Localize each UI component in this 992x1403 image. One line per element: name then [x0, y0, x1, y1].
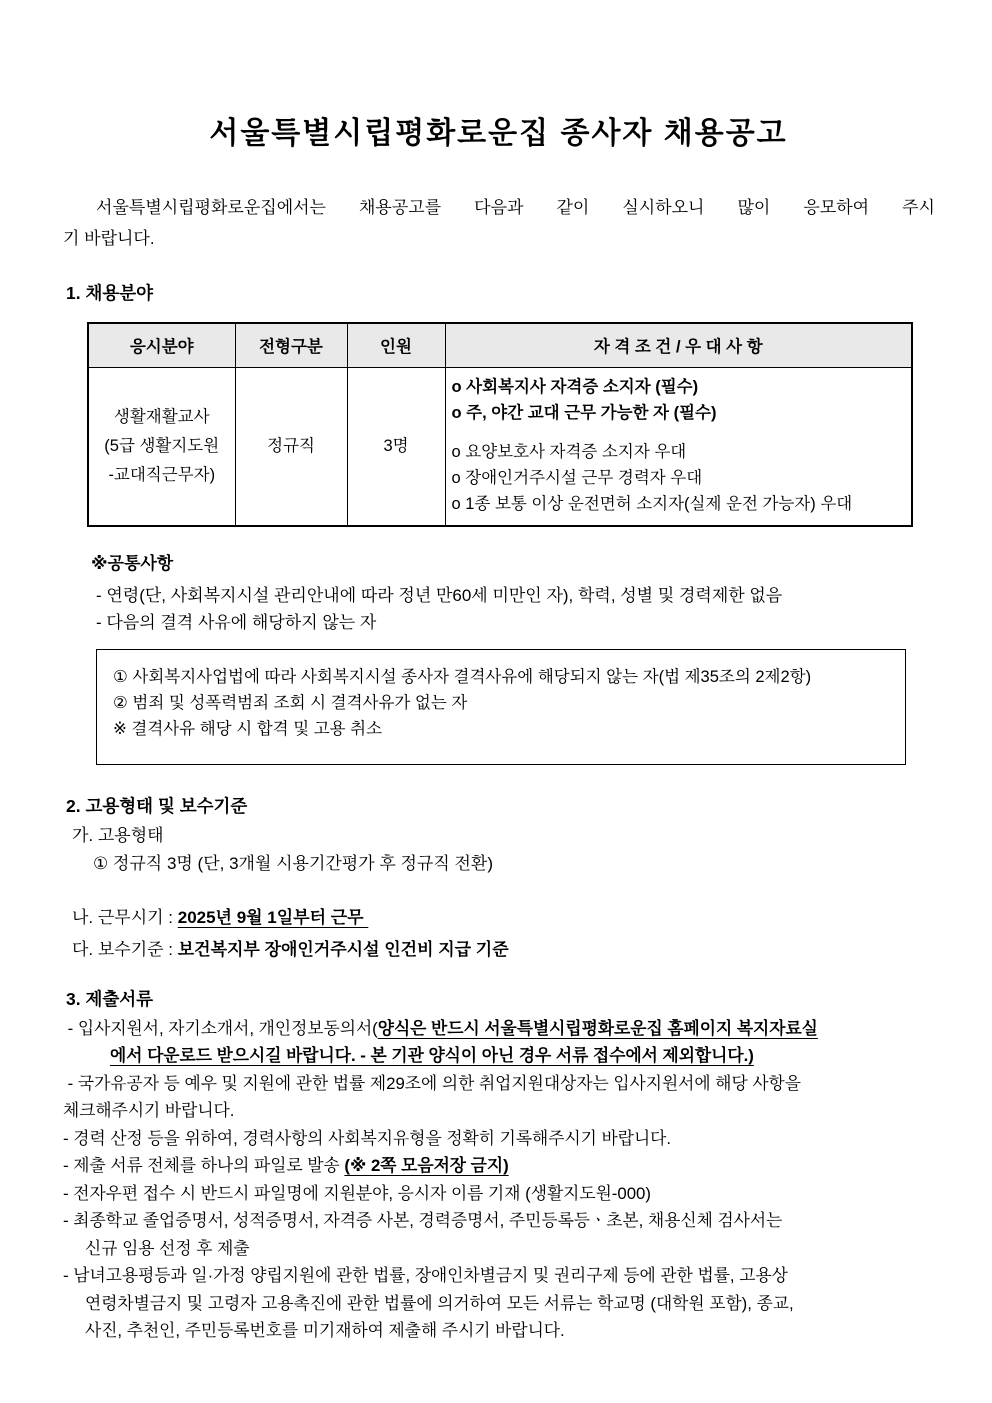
submission-item	[63, 1015, 934, 1043]
field-line: (5급 생활지도원	[104, 436, 220, 455]
qualifications-cell	[445, 367, 912, 526]
common-requirements-heading: ※공통사항	[91, 553, 174, 573]
submission-item-emphasis: 에서 다운로드 받으시길 바랍니다. - 본 기관 양식이 아닌 경우 서류 접수에서 제외합니다.)	[110, 1046, 754, 1065]
section-1-heading: 1. 채용분야	[66, 283, 154, 303]
intro-paragraph	[63, 192, 935, 254]
work-start-label: 나. 근무시기 :	[72, 907, 178, 927]
table-row	[88, 367, 912, 526]
pay-standard-label: 다. 보수기준 :	[72, 939, 178, 959]
submission-item-text: - 입사지원서, 자기소개서, 개인정보동의서(	[63, 1018, 378, 1038]
submission-item-text: - 제출 서류 전체를 하나의 파일로 발송	[63, 1156, 345, 1175]
recruitment-table	[87, 322, 913, 527]
submission-item: - 남녀고용평등과 일·가정 양립지원에 관한 법률, 장애인차별금지 및 권리구제 등에 관한 법률, 고용상	[63, 1266, 788, 1285]
common-requirements	[63, 549, 934, 636]
section-2	[63, 793, 934, 964]
employment-type-label: 가. 고용형태	[72, 825, 164, 845]
submission-item	[63, 1152, 934, 1180]
submission-item-emphasis: (※ 2쪽 모음저장 금지)	[344, 1156, 509, 1175]
qualification-preferred: o 요양보호사 자격증 소지자 우대	[451, 442, 687, 461]
submission-item-continued: 체크해주시기 바랍니다.	[63, 1101, 235, 1120]
field-line: -교대직근무자)	[108, 465, 216, 484]
qualification-required: o 주, 야간 교대 근무 가능한 자 (필수)	[451, 403, 717, 422]
work-start-line	[72, 904, 934, 932]
pay-standard-line	[72, 936, 934, 964]
table-header-qualifications: 자 격 조 건 / 우 대 사 항	[445, 323, 912, 367]
disqualification-box	[96, 649, 906, 765]
disqualification-line: ① 사회복지사업법에 따라 사회복지시설 종사자 결격사유에 해당되지 않는 자(법 제35조의 2제2항)	[113, 667, 812, 686]
qualification-preferred: o 장애인거주시설 근무 경력자 우대	[451, 468, 703, 487]
disqualification-line: ② 범죄 및 성폭력범죄 조회 시 결격사유가 없는 자	[113, 693, 468, 712]
common-requirement-item: - 다음의 결격 사유에 해당하지 않는 자	[96, 612, 377, 632]
work-terms	[63, 904, 934, 964]
table-header-headcount: 인원	[347, 323, 445, 367]
section-2-heading: 2. 고용형태 및 보수기준	[66, 795, 248, 816]
qualification-preferred: o 1종 보통 이상 운전면허 소지자(실제 운전 가능자) 우대	[451, 494, 853, 513]
employment-type-item: ① 정규직 3명 (단, 3개월 시용기간평가 후 정규직 전환)	[93, 853, 493, 873]
common-requirement-item: - 연령(단, 사회복지시설 관리안내에 따라 정년 만60세 미만인 자), 학력, 성별 및 경력제한 없음	[96, 585, 783, 605]
submission-item-continued: 사진, 추천인, 주민등록번호를 미기재하여 제출해 주시기 바랍니다.	[85, 1321, 565, 1340]
headcount-cell: 3명	[347, 367, 445, 526]
field-cell	[88, 367, 235, 526]
submission-item-continued: 연령차별금지 및 고령자 고용촉진에 관한 법률에 의거하여 모든 서류는 학교명 (대학원 포함), 종교,	[85, 1293, 794, 1313]
category-cell: 정규직	[235, 367, 347, 526]
section-3	[63, 986, 934, 1345]
table-header-row	[88, 323, 912, 367]
spacer	[452, 426, 904, 439]
submission-item: - 최종학교 졸업증명서, 성적증명서, 자격증 사본, 경력증명서, 주민등록등ㆍ초본, 채용신체 검사서는	[63, 1211, 783, 1230]
field-line: 생활재활교사	[113, 407, 210, 426]
submission-item-continued: 신규 임용 선정 후 제출	[85, 1238, 250, 1258]
table-header-field: 응시분야	[88, 323, 235, 367]
submission-item: - 경력 산정 등을 위하여, 경력사항의 사회복지유형을 정확히 기록해주시기 바랍니다.	[63, 1128, 672, 1148]
work-start-value: 2025년 9월 1일부터 근무	[177, 907, 369, 927]
submission-item-continued	[110, 1042, 934, 1070]
section-3-heading: 3. 제출서류	[66, 988, 154, 1009]
submission-item: - 국가유공자 등 예우 및 지원에 관한 법률 제29조에 의한 취업지원대상자는 입사지원서에 해당 사항을	[63, 1073, 801, 1093]
submission-item: - 전자우편 접수 시 반드시 파일명에 지원분야, 응시자 이름 기재 (생활지도원-000)	[63, 1183, 651, 1203]
intro-line: 기 바랍니다.	[63, 229, 155, 248]
pay-standard-value: 보건복지부 장애인거주시설 인건비 지급 기준	[177, 939, 509, 959]
table-header-category: 전형구분	[235, 323, 347, 367]
intro-line: 서울특별시립평화로운집에서는 채용공고를 다음과 같이 실시하오니 많이 응모하여 주시	[63, 198, 935, 217]
qualification-required: o 사회복지사 자격증 소지자 (필수)	[451, 377, 699, 396]
disqualification-line: ※ 결격사유 해당 시 합격 및 고용 취소	[113, 719, 383, 738]
submission-item-emphasis: 양식은 반드시 서울특별시립평화로운집 홈페이지 복지자료실	[377, 1018, 818, 1038]
document-title: 서울특별시립평화로운집 종사자 채용공고	[209, 117, 788, 150]
